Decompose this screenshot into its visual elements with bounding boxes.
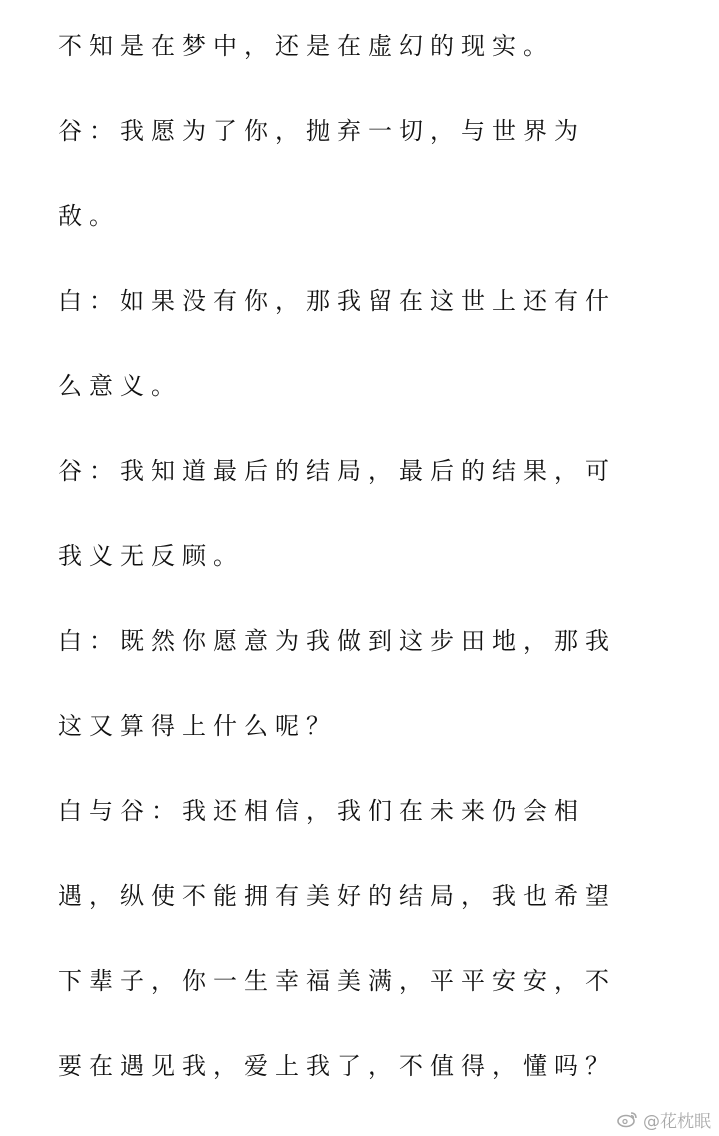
- text-line-8: 白：既然你愿意为我做到这步田地，那我: [58, 627, 616, 655]
- text-line-10: 白与谷：我还相信，我们在未来仍会相: [58, 797, 585, 825]
- text-line-2: 谷：我愿为了你，抛弃一切，与世界为: [58, 117, 585, 145]
- text-line-4: 白：如果没有你，那我留在这世上还有什: [58, 287, 616, 315]
- text-line-1: 不知是在梦中，还是在虚幻的现实。: [58, 32, 554, 60]
- text-line-11: 遇，纵使不能拥有美好的结局，我也希望: [58, 882, 616, 910]
- text-line-3: 敌。: [58, 202, 120, 230]
- weibo-icon: [617, 1110, 639, 1128]
- text-line-6: 谷：我知道最后的结局，最后的结果，可: [58, 457, 616, 485]
- text-line-5: 么意义。: [58, 372, 182, 400]
- watermark: [617, 1106, 711, 1132]
- watermark-text: @花枕眠: [643, 1111, 711, 1132]
- text-line-13: 要在遇见我，爱上我了，不值得，懂吗？: [58, 1052, 616, 1080]
- text-line-12: 下辈子，你一生幸福美满，平平安安，不: [58, 967, 616, 995]
- text-line-9: 这又算得上什么呢？: [58, 712, 337, 740]
- text-line-7: 我义无反顾。: [58, 542, 244, 570]
